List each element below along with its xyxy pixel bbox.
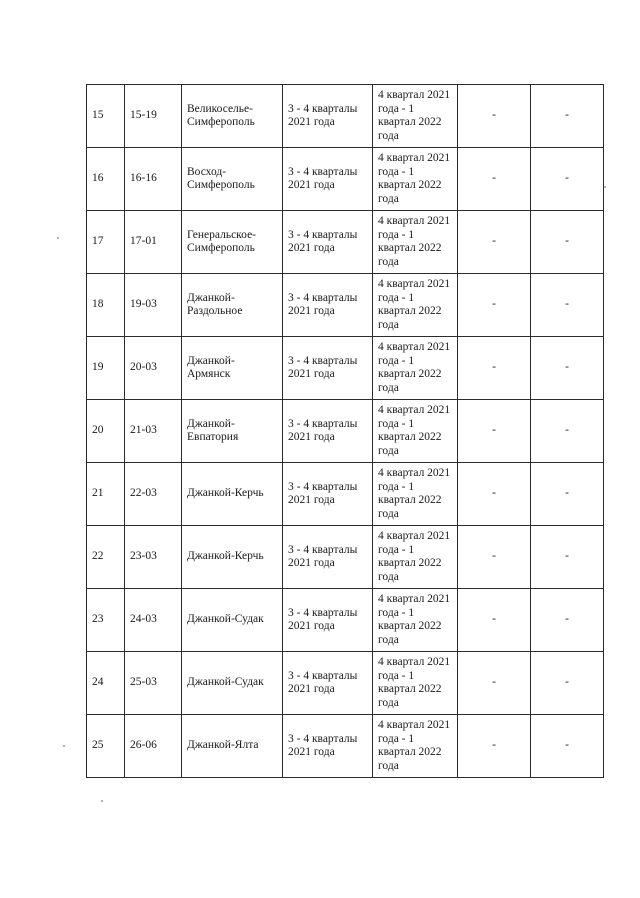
column-7-cell: - — [531, 526, 604, 589]
route-name-cell: Восход-Симферополь — [182, 148, 283, 211]
route-name-cell: Джанкой-Керчь — [182, 463, 283, 526]
period-cell: 3 - 4 кварталы 2021 года — [283, 274, 373, 337]
route-schedule-table — [86, 84, 604, 778]
scan-speck — [57, 237, 59, 239]
route-name-cell: Джанкой-Евпатория — [182, 400, 283, 463]
column-7-cell: - — [531, 85, 604, 148]
scan-speck — [63, 745, 65, 747]
column-6-cell: - — [458, 400, 531, 463]
deadline-cell: 4 квартал 2021 года - 1 квартал 2022 года — [373, 463, 458, 526]
column-6-cell: - — [458, 274, 531, 337]
route-name-cell: Джанкой-Судак — [182, 589, 283, 652]
table-row — [87, 400, 604, 463]
route-code-cell: 24-03 — [125, 589, 182, 652]
period-cell: 3 - 4 кварталы 2021 года — [283, 652, 373, 715]
table-row — [87, 148, 604, 211]
column-6-cell: - — [458, 85, 531, 148]
table-row — [87, 526, 604, 589]
deadline-cell: 4 квартал 2021 года - 1 квартал 2022 года — [373, 589, 458, 652]
column-7-cell: - — [531, 337, 604, 400]
route-code-cell: 26-06 — [125, 715, 182, 778]
column-6-cell: - — [458, 589, 531, 652]
scan-speck — [604, 186, 606, 188]
row-number-cell: 23 — [87, 589, 125, 652]
deadline-cell: 4 квартал 2021 года - 1 квартал 2022 года — [373, 148, 458, 211]
table-row — [87, 274, 604, 337]
route-name-cell: Великоселье-Симферополь — [182, 85, 283, 148]
column-7-cell: - — [531, 463, 604, 526]
column-6-cell: - — [458, 148, 531, 211]
route-name-cell: Джанкой-Судак — [182, 652, 283, 715]
column-7-cell: - — [531, 148, 604, 211]
row-number-cell: 21 — [87, 463, 125, 526]
route-code-cell: 22-03 — [125, 463, 182, 526]
column-6-cell: - — [458, 337, 531, 400]
row-number-cell: 17 — [87, 211, 125, 274]
table-row — [87, 589, 604, 652]
scan-speck — [101, 800, 103, 802]
row-number-cell: 16 — [87, 148, 125, 211]
table-row — [87, 337, 604, 400]
row-number-cell: 18 — [87, 274, 125, 337]
route-name-cell: Джанкой-Раздольное — [182, 274, 283, 337]
column-6-cell: - — [458, 211, 531, 274]
table-body — [87, 85, 604, 778]
route-code-cell: 20-03 — [125, 337, 182, 400]
period-cell: 3 - 4 кварталы 2021 года — [283, 85, 373, 148]
route-name-cell: Джанкой-Ялта — [182, 715, 283, 778]
column-6-cell: - — [458, 463, 531, 526]
deadline-cell: 4 квартал 2021 года - 1 квартал 2022 года — [373, 652, 458, 715]
row-number-cell: 25 — [87, 715, 125, 778]
deadline-cell: 4 квартал 2021 года - 1 квартал 2022 года — [373, 274, 458, 337]
row-number-cell: 15 — [87, 85, 125, 148]
route-code-cell: 23-03 — [125, 526, 182, 589]
route-name-cell: Джанкой-Керчь — [182, 526, 283, 589]
column-7-cell: - — [531, 211, 604, 274]
column-7-cell: - — [531, 400, 604, 463]
period-cell: 3 - 4 кварталы 2021 года — [283, 715, 373, 778]
table-row — [87, 652, 604, 715]
period-cell: 3 - 4 кварталы 2021 года — [283, 400, 373, 463]
row-number-cell: 24 — [87, 652, 125, 715]
deadline-cell: 4 квартал 2021 года - 1 квартал 2022 года — [373, 715, 458, 778]
table-row — [87, 463, 604, 526]
column-6-cell: - — [458, 715, 531, 778]
column-6-cell: - — [458, 526, 531, 589]
table-row — [87, 211, 604, 274]
deadline-cell: 4 квартал 2021 года - 1 квартал 2022 года — [373, 211, 458, 274]
route-code-cell: 21-03 — [125, 400, 182, 463]
column-7-cell: - — [531, 715, 604, 778]
route-code-cell: 17-01 — [125, 211, 182, 274]
row-number-cell: 22 — [87, 526, 125, 589]
table-row — [87, 715, 604, 778]
route-code-cell: 19-03 — [125, 274, 182, 337]
period-cell: 3 - 4 кварталы 2021 года — [283, 589, 373, 652]
column-7-cell: - — [531, 274, 604, 337]
period-cell: 3 - 4 кварталы 2021 года — [283, 526, 373, 589]
period-cell: 3 - 4 кварталы 2021 года — [283, 337, 373, 400]
deadline-cell: 4 квартал 2021 года - 1 квартал 2022 года — [373, 337, 458, 400]
column-7-cell: - — [531, 589, 604, 652]
period-cell: 3 - 4 кварталы 2021 года — [283, 211, 373, 274]
period-cell: 3 - 4 кварталы 2021 года — [283, 148, 373, 211]
route-name-cell: Джанкой-Армянск — [182, 337, 283, 400]
row-number-cell: 19 — [87, 337, 125, 400]
deadline-cell: 4 квартал 2021 года - 1 квартал 2022 года — [373, 85, 458, 148]
column-7-cell: - — [531, 652, 604, 715]
table-row — [87, 85, 604, 148]
route-code-cell: 16-16 — [125, 148, 182, 211]
deadline-cell: 4 квартал 2021 года - 1 квартал 2022 года — [373, 400, 458, 463]
column-6-cell: - — [458, 652, 531, 715]
deadline-cell: 4 квартал 2021 года - 1 квартал 2022 года — [373, 526, 458, 589]
route-code-cell: 25-03 — [125, 652, 182, 715]
route-code-cell: 15-19 — [125, 85, 182, 148]
period-cell: 3 - 4 кварталы 2021 года — [283, 463, 373, 526]
row-number-cell: 20 — [87, 400, 125, 463]
route-name-cell: Генеральское-Симферополь — [182, 211, 283, 274]
